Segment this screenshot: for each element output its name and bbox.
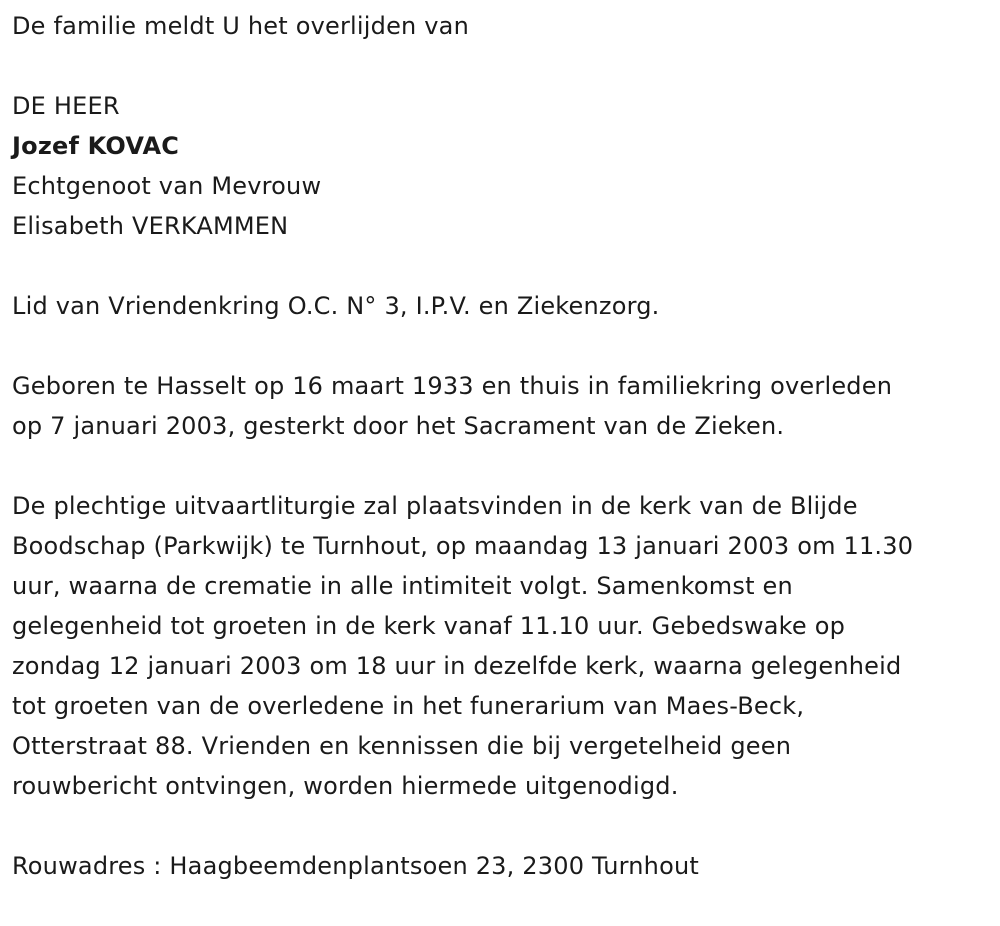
spacer [12, 326, 996, 366]
spacer [12, 246, 996, 286]
mourning-address: Rouwadres : Haagbeemdenplantsoen 23, 2300 Turnhout [12, 852, 699, 880]
spacer [12, 806, 996, 846]
honorific: DE HEER [12, 92, 120, 120]
membership-text: Lid van Vriendenkring O.C. N° 3, I.P.V. en Ziekenzorg. [12, 292, 660, 320]
death-notice [12, 6, 996, 886]
deceased-name: Jozef KOVAC [12, 132, 180, 160]
spacer [12, 46, 996, 86]
intro-text: De familie meldt U het overlijden van [12, 12, 469, 40]
spouse-label: Echtgenoot van Mevrouw [12, 172, 322, 200]
birth-death-paragraph: Geboren te Hasselt op 16 maart 1933 en thuis in familiekring overleden op 7 januari 2003, gesterkt door het Sacrament van de Zieken. [12, 372, 893, 440]
spouse-name: Elisabeth VERKAMMEN [12, 212, 289, 240]
funeral-paragraph: De plechtige uitvaartliturgie zal plaatsvinden in de kerk van de Blijde Boodschap (Parkwijk) te Turnhout, op maandag 13 januari 2003 om 11.30 uur, waarna de crematie in alle intimiteit volgt. Samenkomst en gelegenheid tot groeten in de kerk vanaf 11.10 uur. Gebedswake op zondag 12 januari 2003 om 18 uur in dezelfde kerk, waarna gelegenheid tot groeten van de overledene in het funerarium van Maes-Beck, Otterstraat 88. Vrienden en kennissen die bij vergetelheid geen rouwbericht ontvingen, worden hiermede uitgenodigd. [12, 492, 914, 800]
spacer [12, 446, 996, 486]
